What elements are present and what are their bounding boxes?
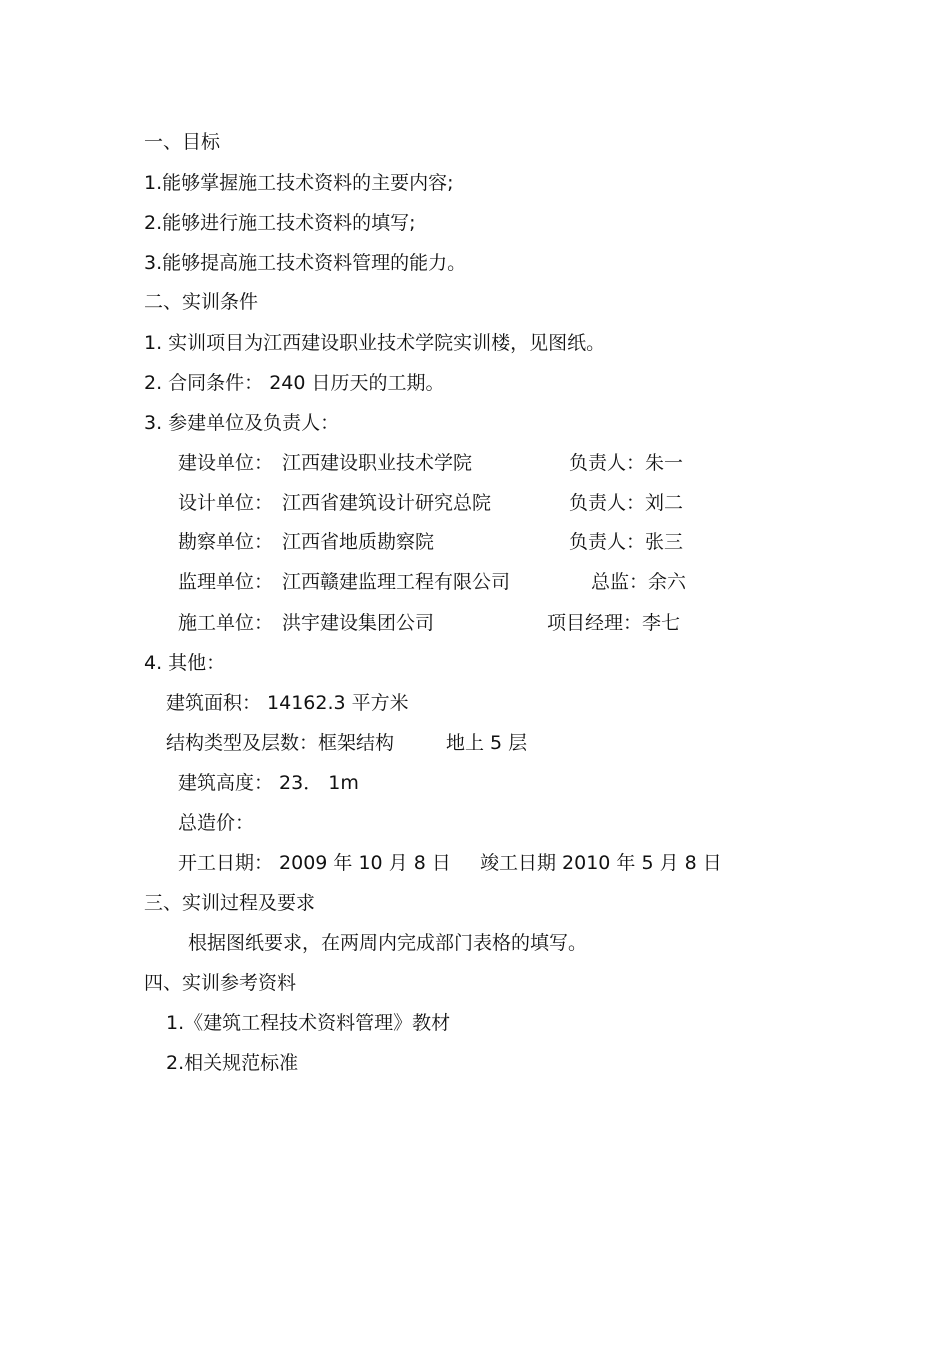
building-height: 建筑高度： 23． 1m <box>178 772 359 794</box>
unit-role: 设计单位： <box>178 492 274 514</box>
structure-type: 结构类型及层数：框架结构 <box>166 732 395 754</box>
unit-name: 江西省建筑设计研究总院 <box>282 492 492 514</box>
unit-role: 监理单位： <box>178 571 274 593</box>
unit-contact: 负责人：刘二 <box>569 492 684 514</box>
floor-count: 地上 5 层 <box>446 732 528 754</box>
section-heading-goals: 一、目标 <box>144 131 221 153</box>
unit-contact: 项目经理：李七 <box>547 612 681 634</box>
building-area: 建筑面积： 14162.3 平方米 <box>166 692 409 714</box>
goal-item-3: 3.能够提高施工技术资料管理的能力。 <box>144 252 467 274</box>
goal-item-1: 1.能够掌握施工技术资料的主要内容; <box>144 172 454 194</box>
section-heading-process: 三、实训过程及要求 <box>144 892 316 914</box>
process-text: 根据图纸要求，在两周内完成部门表格的填写。 <box>188 932 588 954</box>
unit-contact: 负责人：张三 <box>569 531 684 553</box>
unit-name: 洪宇建设集团公司 <box>282 612 435 634</box>
reference-item-2: 2.相关规范标准 <box>166 1052 299 1074</box>
condition-item-4: 4. 其他： <box>144 652 226 674</box>
section-heading-conditions: 二、实训条件 <box>144 291 259 313</box>
condition-item-3: 3. 参建单位及负责人： <box>144 412 340 434</box>
reference-item-1: 1.《建筑工程技术资料管理》教材 <box>166 1012 451 1034</box>
section-heading-references: 四、实训参考资料 <box>144 972 297 994</box>
goal-item-2: 2.能够进行施工技术资料的填写; <box>144 212 416 234</box>
unit-name: 江西建设职业技术学院 <box>282 452 473 474</box>
unit-role: 勘察单位： <box>178 531 274 553</box>
total-cost: 总造价： <box>178 812 255 834</box>
condition-item-1: 1. 实训项目为江西建设职业技术学院实训楼，见图纸。 <box>144 332 606 354</box>
unit-role: 建设单位： <box>178 452 274 474</box>
unit-contact: 负责人：朱一 <box>569 452 684 474</box>
unit-role: 施工单位： <box>178 612 274 634</box>
condition-item-2: 2. 合同条件： 240 日历天的工期。 <box>144 372 445 394</box>
unit-contact: 总监：余六 <box>591 571 687 593</box>
unit-name: 江西赣建监理工程有限公司 <box>282 571 511 593</box>
unit-name: 江西省地质勘察院 <box>282 531 435 553</box>
start-date: 开工日期： 2009 年 10 月 8 日 <box>178 852 451 874</box>
finish-date: 竣工日期 2010 年 5 月 8 日 <box>480 852 722 874</box>
